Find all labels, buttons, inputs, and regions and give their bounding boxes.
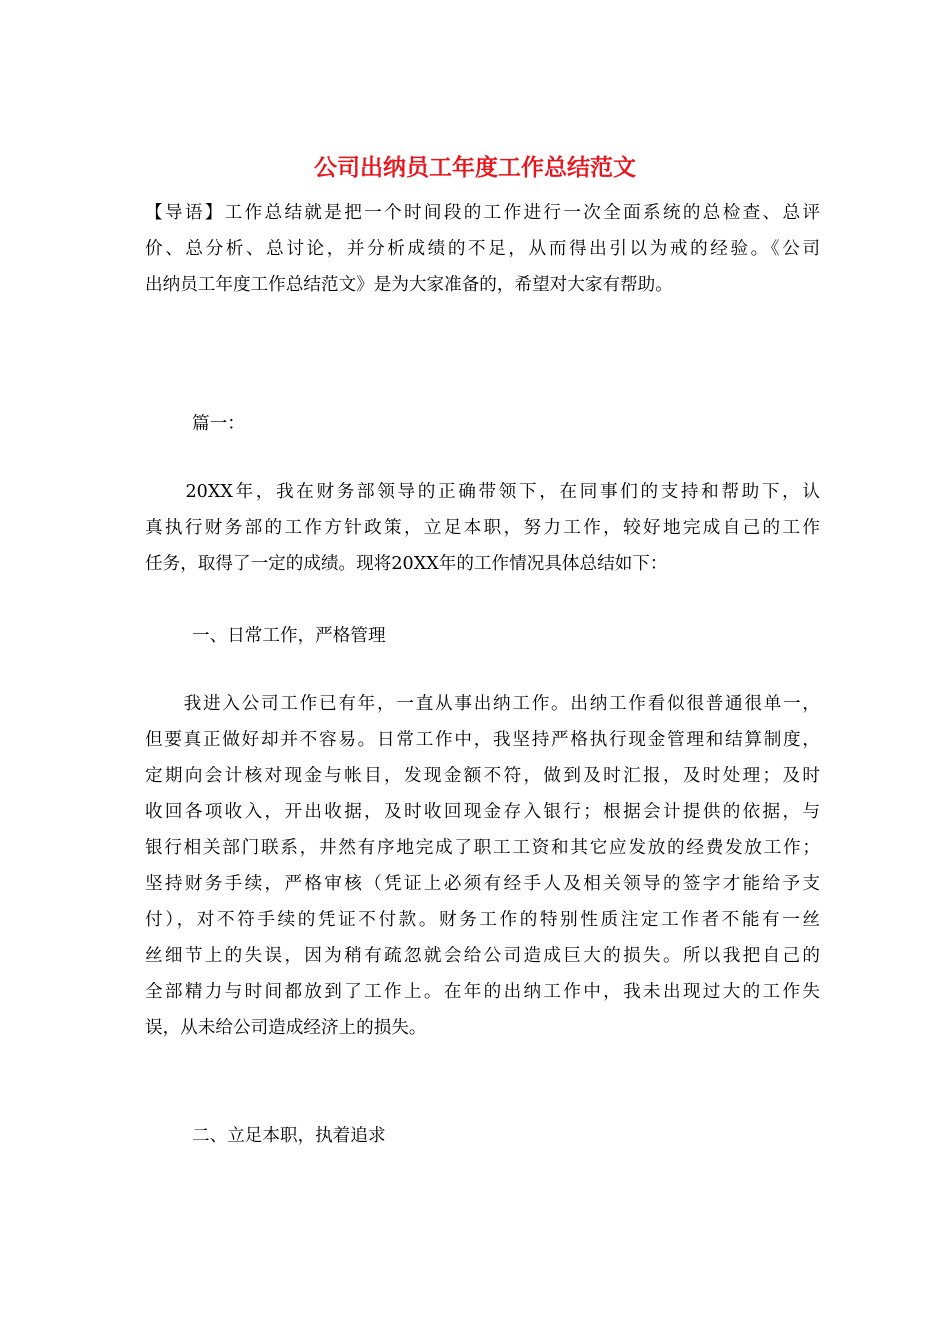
paragraph-line: 任务，取得了一定的成绩。现将20XX年的工作情况具体总结如下：: [145, 554, 668, 574]
paragraph-line: 真执行财务部的工作方针政策，立足本职，努力工作，较好地完成自己的工作: [145, 518, 820, 538]
part-label: 篇一：: [192, 414, 245, 434]
intro-line: 出纳员工年度工作总结范文》是为大家准备的，希望对大家有帮助。: [145, 275, 673, 295]
paragraph-line: 收回各项收入，开出收据，及时收回现金存入银行；根据会计提供的依据，与: [145, 802, 820, 822]
paragraph-line: 20XX年，我在财务部领导的正确带领下，在同事们的支持和帮助下，认: [145, 482, 820, 502]
document-title: 公司出纳员工年度工作总结范文: [314, 154, 636, 181]
intro-paragraph: [145, 195, 820, 303]
paragraph-line: 全部精力与时间都放到了工作上。在年的出纳工作中，我未出现过大的工作失: [145, 982, 820, 1002]
section-heading-daily-work: 一、日常工作，严格管理: [192, 626, 386, 646]
paragraph-line: 误，从未给公司造成经济上的损失。: [145, 1018, 427, 1038]
paragraph-line: 定期向会计核对现金与帐目，发现金额不符，做到及时汇报，及时处理；及时: [145, 766, 820, 786]
paragraph-summary-intro: [145, 474, 820, 582]
paragraph-line: 银行相关部门联系，井然有序地完成了职工工资和其它应发放的经费发放工作；: [145, 838, 820, 858]
paragraph-line: 丝细节上的失误，因为稍有疏忽就会给公司造成巨大的损失。所以我把自己的: [145, 946, 820, 966]
intro-line: 价、总分析、总讨论，并分析成绩的不足，从而得出引以为戒的经验。《公司: [145, 239, 820, 259]
paragraph-daily-work: [145, 686, 820, 1046]
paragraph-line: 坚持财务手续，严格审核（凭证上必须有经手人及相关领导的签字才能给予支: [145, 874, 820, 894]
intro-line: 【导语】工作总结就是把一个时间段的工作进行一次全面系统的总检查、总评: [145, 203, 820, 223]
section-heading-stand-firm: 二、立足本职，执着追求: [192, 1126, 386, 1146]
paragraph-line: 但要真正做好却并不容易。日常工作中，我坚持严格执行现金管理和结算制度，: [145, 730, 820, 750]
paragraph-line: 付），对不符手续的凭证不付款。财务工作的特别性质注定工作者不能有一丝: [145, 910, 820, 930]
paragraph-line: 我进入公司工作已有年，一直从事出纳工作。出纳工作看似很普通很单一，: [145, 694, 820, 714]
